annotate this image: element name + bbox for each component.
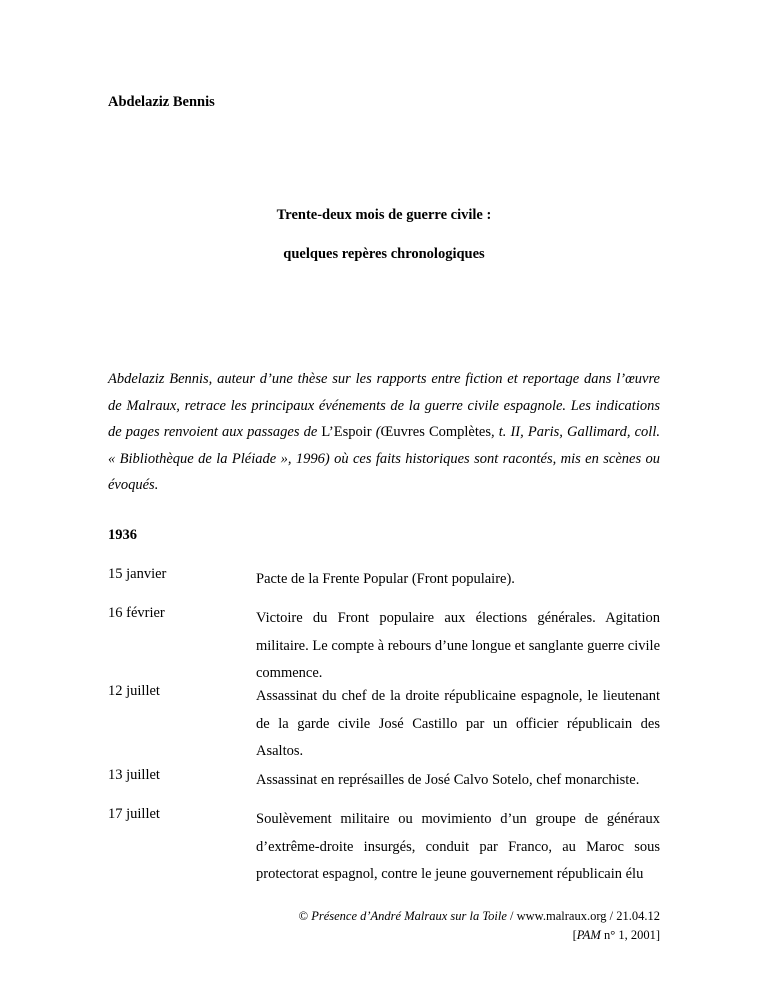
year-heading: 1936 [108,527,137,543]
entry-date: 17 juillet [108,806,160,822]
document-subtitle: quelques repères chronologiques [283,246,485,262]
entry-date: 13 juillet [108,767,160,783]
entry-text: Soulèvement militaire ou movimiento d’un groupe de généraux d’extrême-droite insurgés, conduit par Franco, au Maroc sous protectorat espagnol, contre le jeune gouvernement républicain élu [256,811,660,882]
entry-date: 12 juillet [108,683,160,699]
page-footer [160,907,660,945]
entry-text: Assassinat en représailles de José Calvo Sotelo, chef monarchiste. [256,772,640,788]
entry-text: Victoire du Front populaire aux élections générales. Agitation militaire. Le compte à rebours d’une longue et sanglante guerre civile commence. [256,610,660,681]
ref-rest: n° 1, 2001] [600,928,660,942]
abstract-text-2: ( [371,424,381,440]
abstract-text-1: Abdelaziz Bennis, auteur d’une thèse sur les rapports entre fiction et reportage dans l’œuvre de Malraux, retrace les principaux événements de la guerre civile espagnole. Les indications de pages renvoient aux passages de [108,371,660,440]
abstract-text-3: , t. II, Paris, Gallimard, coll. « Bibliothèque de la Pléiade », 1996) où ces faits historiques sont racontés, mis en scènes ou évoqués. [108,424,660,493]
footer-line-2 [160,926,660,945]
document-title: Trente-deux mois de guerre civile : [276,207,492,223]
entry-date: 16 février [108,605,165,621]
abstract-paragraph [108,366,660,499]
entry-date: 15 janvier [108,566,167,582]
site-title: Présence d’André Malraux sur la Toile [311,909,507,923]
ref-open: [ [572,928,577,942]
entry-text: Pacte de la Frente Popular (Front populaire). [256,571,515,587]
footer-line-1 [160,907,660,926]
pam-abbrev: PAM [576,928,601,942]
author-name: Abdelaziz Bennis [108,94,215,110]
entry-text: Assassinat du chef de la droite républicaine espagnole, le lieutenant de la garde civile José Castillo par un officier républicain des Asaltos. [256,688,660,759]
copyright-symbol: © [298,909,312,923]
oeuvres-title: Œuvres Complètes [380,424,491,440]
book-title: L’Espoir [321,424,372,440]
site-info: / www.malraux.org / 21.04.12 [506,909,660,923]
